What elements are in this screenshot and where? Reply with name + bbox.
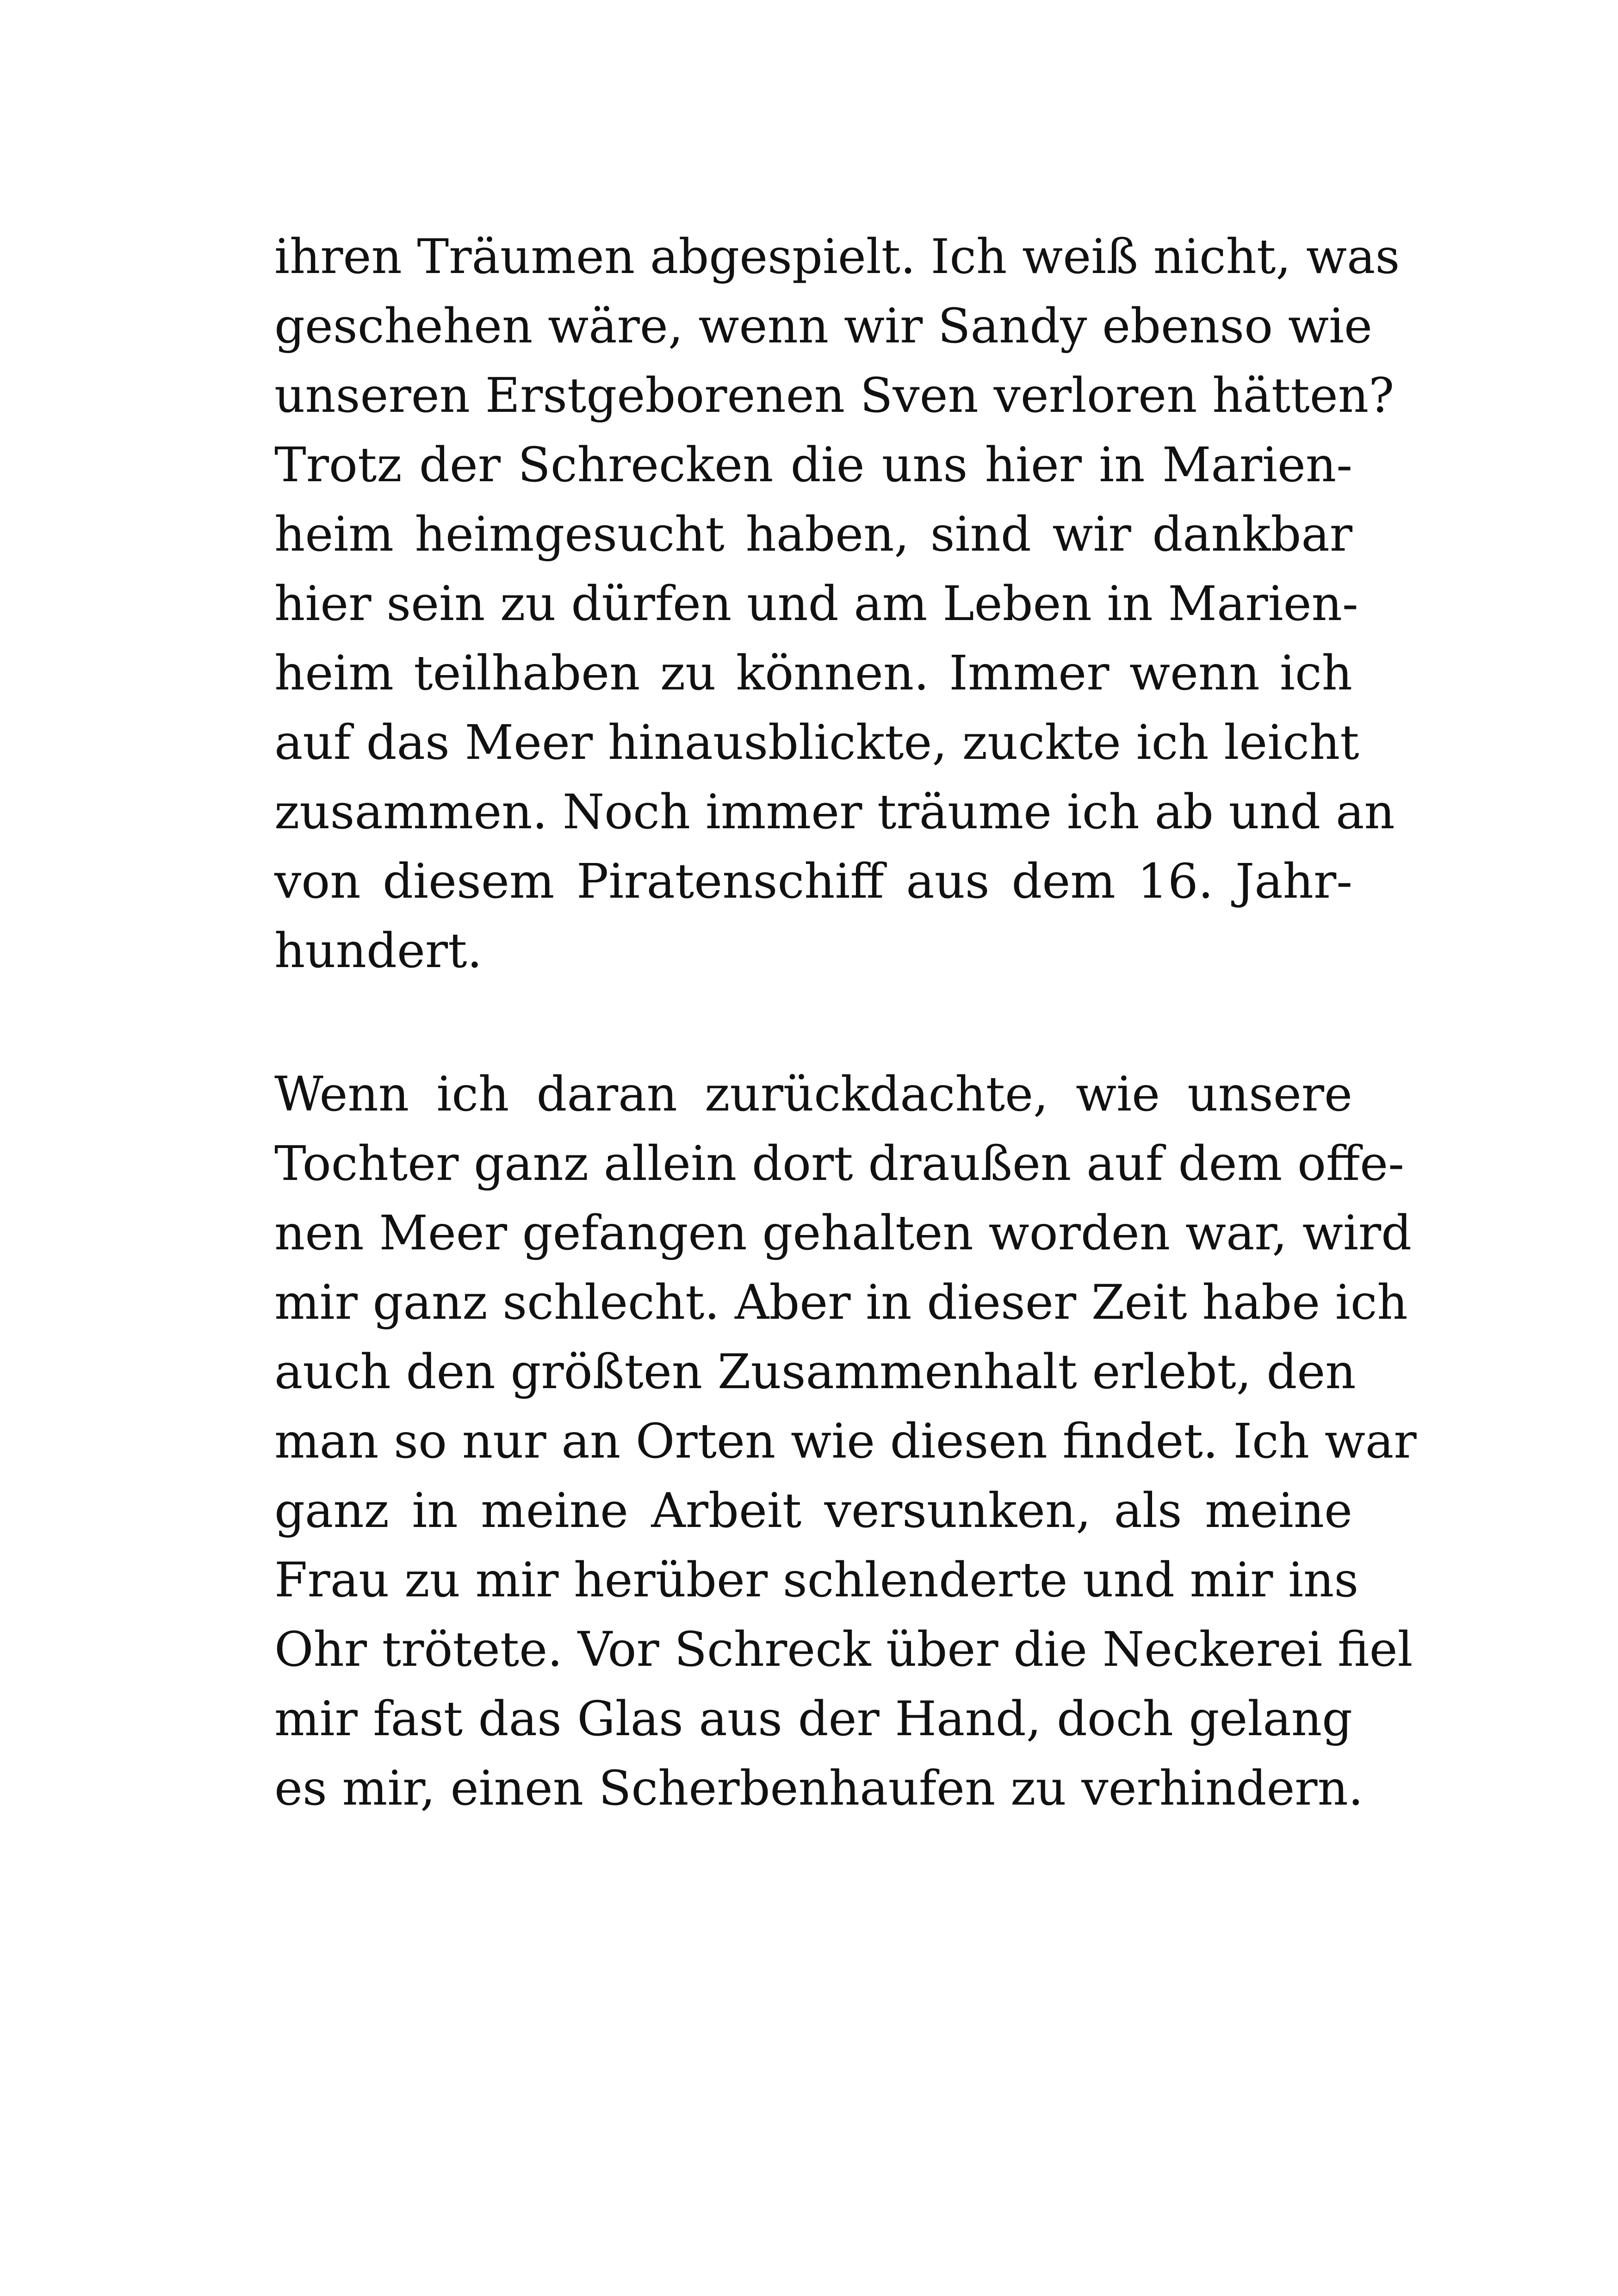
text-line: hier sein zu dürfen und am Leben in Marien- [274,576,1358,632]
text-line: man so nur an Orten wie diesen findet. Ich war [274,1414,1417,1469]
text-line: Trotz der Schrecken die uns hier in Marien- [274,437,1352,493]
text-line: auf das Meer hinausblickte, zuckte ich leicht [274,715,1359,770]
text-line: unseren Erstgeborenen Sven verloren hätten? [274,368,1395,423]
text-line: ganz in meine Arbeit versunken, als meine [274,1483,1352,1539]
text-line: Tochter ganz allein dort draußen auf dem offe- [274,1136,1404,1191]
text-line: hundert. [274,923,483,979]
text-line: Frau zu mir herüber schlenderte und mir ins [274,1552,1359,1608]
text-line: es mir, einen Scherbenhaufen zu verhindern. [274,1761,1364,1816]
text-line: Wenn ich daran zurückdachte, wie unsere [274,1067,1352,1122]
text-line: heim teilhaben zu können. Immer wenn ich [274,645,1352,701]
text-line: ihren Träumen abgespielt. Ich weiß nicht, was [274,229,1400,285]
text-line: zusammen. Noch immer träume ich ab und an [274,784,1395,840]
text-line: geschehen wäre, wenn wir Sandy ebenso wie [274,298,1372,354]
text-line: auch den größten Zusammenhalt erlebt, den [274,1344,1356,1400]
text-line: Ohr trötete. Vor Schreck über die Neckerei fiel [274,1622,1413,1677]
text-line: heim heimgesucht haben, sind wir dankbar [274,507,1352,562]
text-line: mir fast das Glas aus der Hand, doch gelang [274,1691,1352,1747]
text-line: von diesem Piratenschiff aus dem 16. Jahr- [274,854,1352,909]
text-line: mir ganz schlecht. Aber in dieser Zeit habe ich [274,1275,1408,1330]
text-line: nen Meer gefangen gehalten worden war, wird [274,1205,1412,1261]
paragraph-2 [274,1060,1417,1823]
paragraph-1 [274,222,1400,986]
